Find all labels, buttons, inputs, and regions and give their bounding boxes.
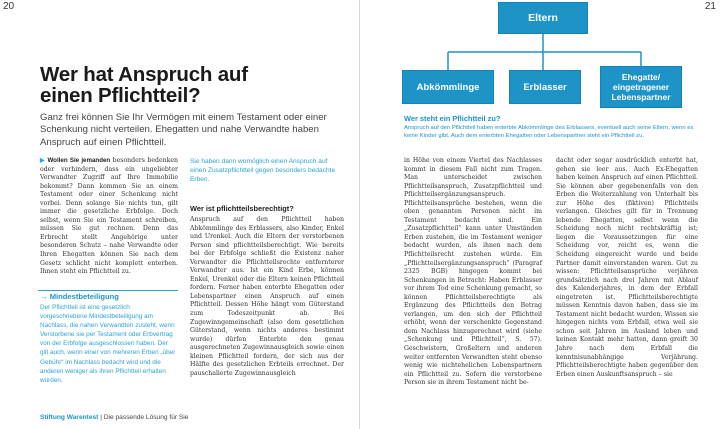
title-line-2: einen Pflichtteil? [40,84,201,107]
lead-in: Wollen Sie jemanden [47,157,111,164]
right-column-2 [556,157,698,387]
info-box-text: Der Pflichtteil ist eine gesetzlich vorgeschriebene Mindestbeteiligung am Nachlass, die nahen Verwandten zusteht, wenn Verstorbene sie per Testament oder Erbvertrag von der Erbfolge ausgeschlossen haben. Der gilt auch, wenn einer von mehreren Erben „über Gebühr“ im Nachlass bedacht wird und die anderen weniger als ihren Pflichtteil erhalten würden. [40,304,176,384]
diagram-node-erblasser: Erblasser [509,70,581,104]
left-col1-text: besonders bedenken oder verhindern, dass ein ungeliebter Verwandter Zugriff auf Ihre Immobilie bekommt? Dann kommen Sie an einem Testament oder einer Schenkung nicht vorbei. Denn solange Sie nichts tun, gilt immer die gesetzliche Erbfolge. Doch selbst, wenn Sie ein Testament schreiben, müssen Sie gut rechnen. Denn das Erbrecht stellt Angehörige unter besonderen Schutz – nahe Verwandte oder Ihren Ehegatten können Sie nach dem Gesetz schlicht nicht komplett enterben. Ihnen steht ein Pflichtteil zu. [40,157,178,276]
diagram-caption-text: Anspruch auf den Pflichtteil haben enterbte Abkömmlinge des Erblassers, eventuell auch seine Eltern, wenn es keine Kinder gibt. Auch dem enterbten Ehegatten oder Lebenspartner steht ein Pflichtteil zu. [404,125,694,140]
info-box-divider [38,290,178,291]
ehegatte-line-1: Ehegatte/ [621,72,661,82]
diagram-node-abkoemmlinge: Abkömmlinge [402,70,494,104]
page-number-left: 20 [3,1,15,12]
highlight-text: Sie haben dann womöglich einen Anspruch auf einen Zusatzpflichtteil gegen besonders bedachte Erben. [190,158,336,183]
info-box-heading: Mindestbeteiligung [49,292,119,301]
diagram-node-eltern: Eltern [498,2,588,34]
section-subheading: Wer ist pflichtteilsberechtigt? [190,204,294,213]
ehegatte-line-2: eingetragener [612,82,670,92]
ehegatte-line-3: Lebenspartner [611,92,671,102]
right-column-1 [404,157,542,396]
footer-text: Die passende Lösung für Sie [103,414,189,421]
footer [40,414,188,421]
right-col2-text: dacht oder sogar ausdrücklich enterbt hat, gehen sie leer aus. Auch Ex-Ehegatten haben keinen Anspruch auf einen Pflichtteil. Sie können aber gegebenenfalls von den Erben die Weiterzahlung von Unterhalt bis zur Höhe des (fiktiven) Pflichtteils verlangen. Gleiches gilt für in Trennung lebende Ehegatten, selbst wenn die Scheidung noch nicht rechtskräftig ist; liegen die Voraussetzungen für eine Scheidung vor, reicht es, wenn die Scheidung eingereicht wurde und beide Partner damit einverstanden waren. Gut zu wissen: Pflichtteilsansprüche verjähren grundsätzlich nach drei Jahren mit Ablauf des Kalenderjahres, in dem der Erbfall eingetreten ist. Pflichtteilsberechtigte müssen Kenntnis davon haben, dass sie im Testament nicht bedacht wurden. Wissen sie hingegen nichts vom Erbfall, etwa weil sie schon seit Jahren im Ausland leben und keinen Kontakt mehr hatten, dann greift 30 Jahre nach dem Erbfall die kenntnisunabhängige Verjährung. Pflichtteilsberechtigte haben gegenüber den Erben einen Auskunftsanspruch – sie [556,157,698,378]
bullet-arrow-icon: ▶ [40,157,48,164]
intro-paragraph: Ganz frei können Sie Ihr Vermögen mit einem Testament oder einer Schenkung nicht verteilen. Ehegatten und nahe Verwandte haben Anspruch auf einen Pflichtteil. [40,112,327,148]
diagram-node-ehegatte [600,66,682,108]
left-column-1 [40,157,178,285]
info-box-title [40,292,119,301]
diagram-caption-title: Wer steht ein Pflichtteil zu? [404,114,501,123]
title-line-1: Wer hat Anspruch auf [40,63,248,86]
page-number-right: 21 [704,1,716,12]
arrow-right-icon: → [40,292,48,301]
left-column-2 [190,216,344,386]
right-page [360,0,720,429]
page-title [40,64,360,106]
left-col2-text: Anspruch auf den Pflichtteil haben Abkömmlinge des Erblassers, also Kinder, Enkel und Urenkel. Auch die Eltern der verstorbenen Person sind pflichtteilsberechtigt. Wie bereits bei der Erbfolge schließt die Existenz naher Verwandter die Pflichtteilsrechte entfernterer Verwandter aus. Ist ein Kind Erbe, können Enkel, Urenkel oder die Eltern keinen Pflichtteil fordern. Ferner haben enterbte Ehegatten oder Lebenspartner einen Anspruch auf einen Pflichtteil. Dessen Höhe hängt vom Güterstand zum Todeszeitpunkt ab. Bei Zugewinngemeinschaft (also dem gesetzlichen Güterstand, wenn nichts anderes bestimmt wurde) dürfen Enterbte den genau ausgerechneten Zugewinnausgleich sowie einen kleinen Pflichtteil fordern, der sich aus der Hälfte des gesetzlichen Erbteils errechnet. Der pauschalierte Zugewinnausgleich [190,216,344,377]
footer-separator: | [98,414,104,421]
right-col1-text: in Höhe von einem Viertel des Nachlasses kommt in diesem Fall nicht zum Tragen. Man unterscheidet zwischen Pflichtteilsanspruch, Zusatzpflichtteil und Pflichtteilsergänzungsanspruch. Pflichtteilsansprüche bestehen, wenn die oben genannten Personen nicht im Testament bedacht sind. Ein „Zusatzpflichtteil“ kann unter Umständen Erben zustehen, die im Testament weniger bedacht wurden, als ihnen nach dem Pflichtteilsrecht zustehen würde. Ein „Pflichtteilsergänzungsanspruch“ (Paragraf 2325 BGB) hingegen kommt bei Schenkungen in Betracht: Haben Erblasser vor ihrem Tod eine Schenkung gemacht, so können Pflichtteilsberechtigte als Ergänzung des Pflichtteils den Betrag verlangen, um den sich der Pflichtteil erhöht, wenn der verschenkte Gegenstand dem Nachlass hinzugerechnet wird (siehe „Schenkung und Pflichtteil“, S. 57). Geschwistern, Großeltern und anderen weiter entfernten Verwandten steht ebenso wenig wie nichtehelichen Lebenspartnern ein Pflichtteil zu. Sofern die verstorbene Person sie in ihrem Testament nicht be- [404,157,542,387]
footer-brand: Stiftung Warentest [40,414,99,421]
